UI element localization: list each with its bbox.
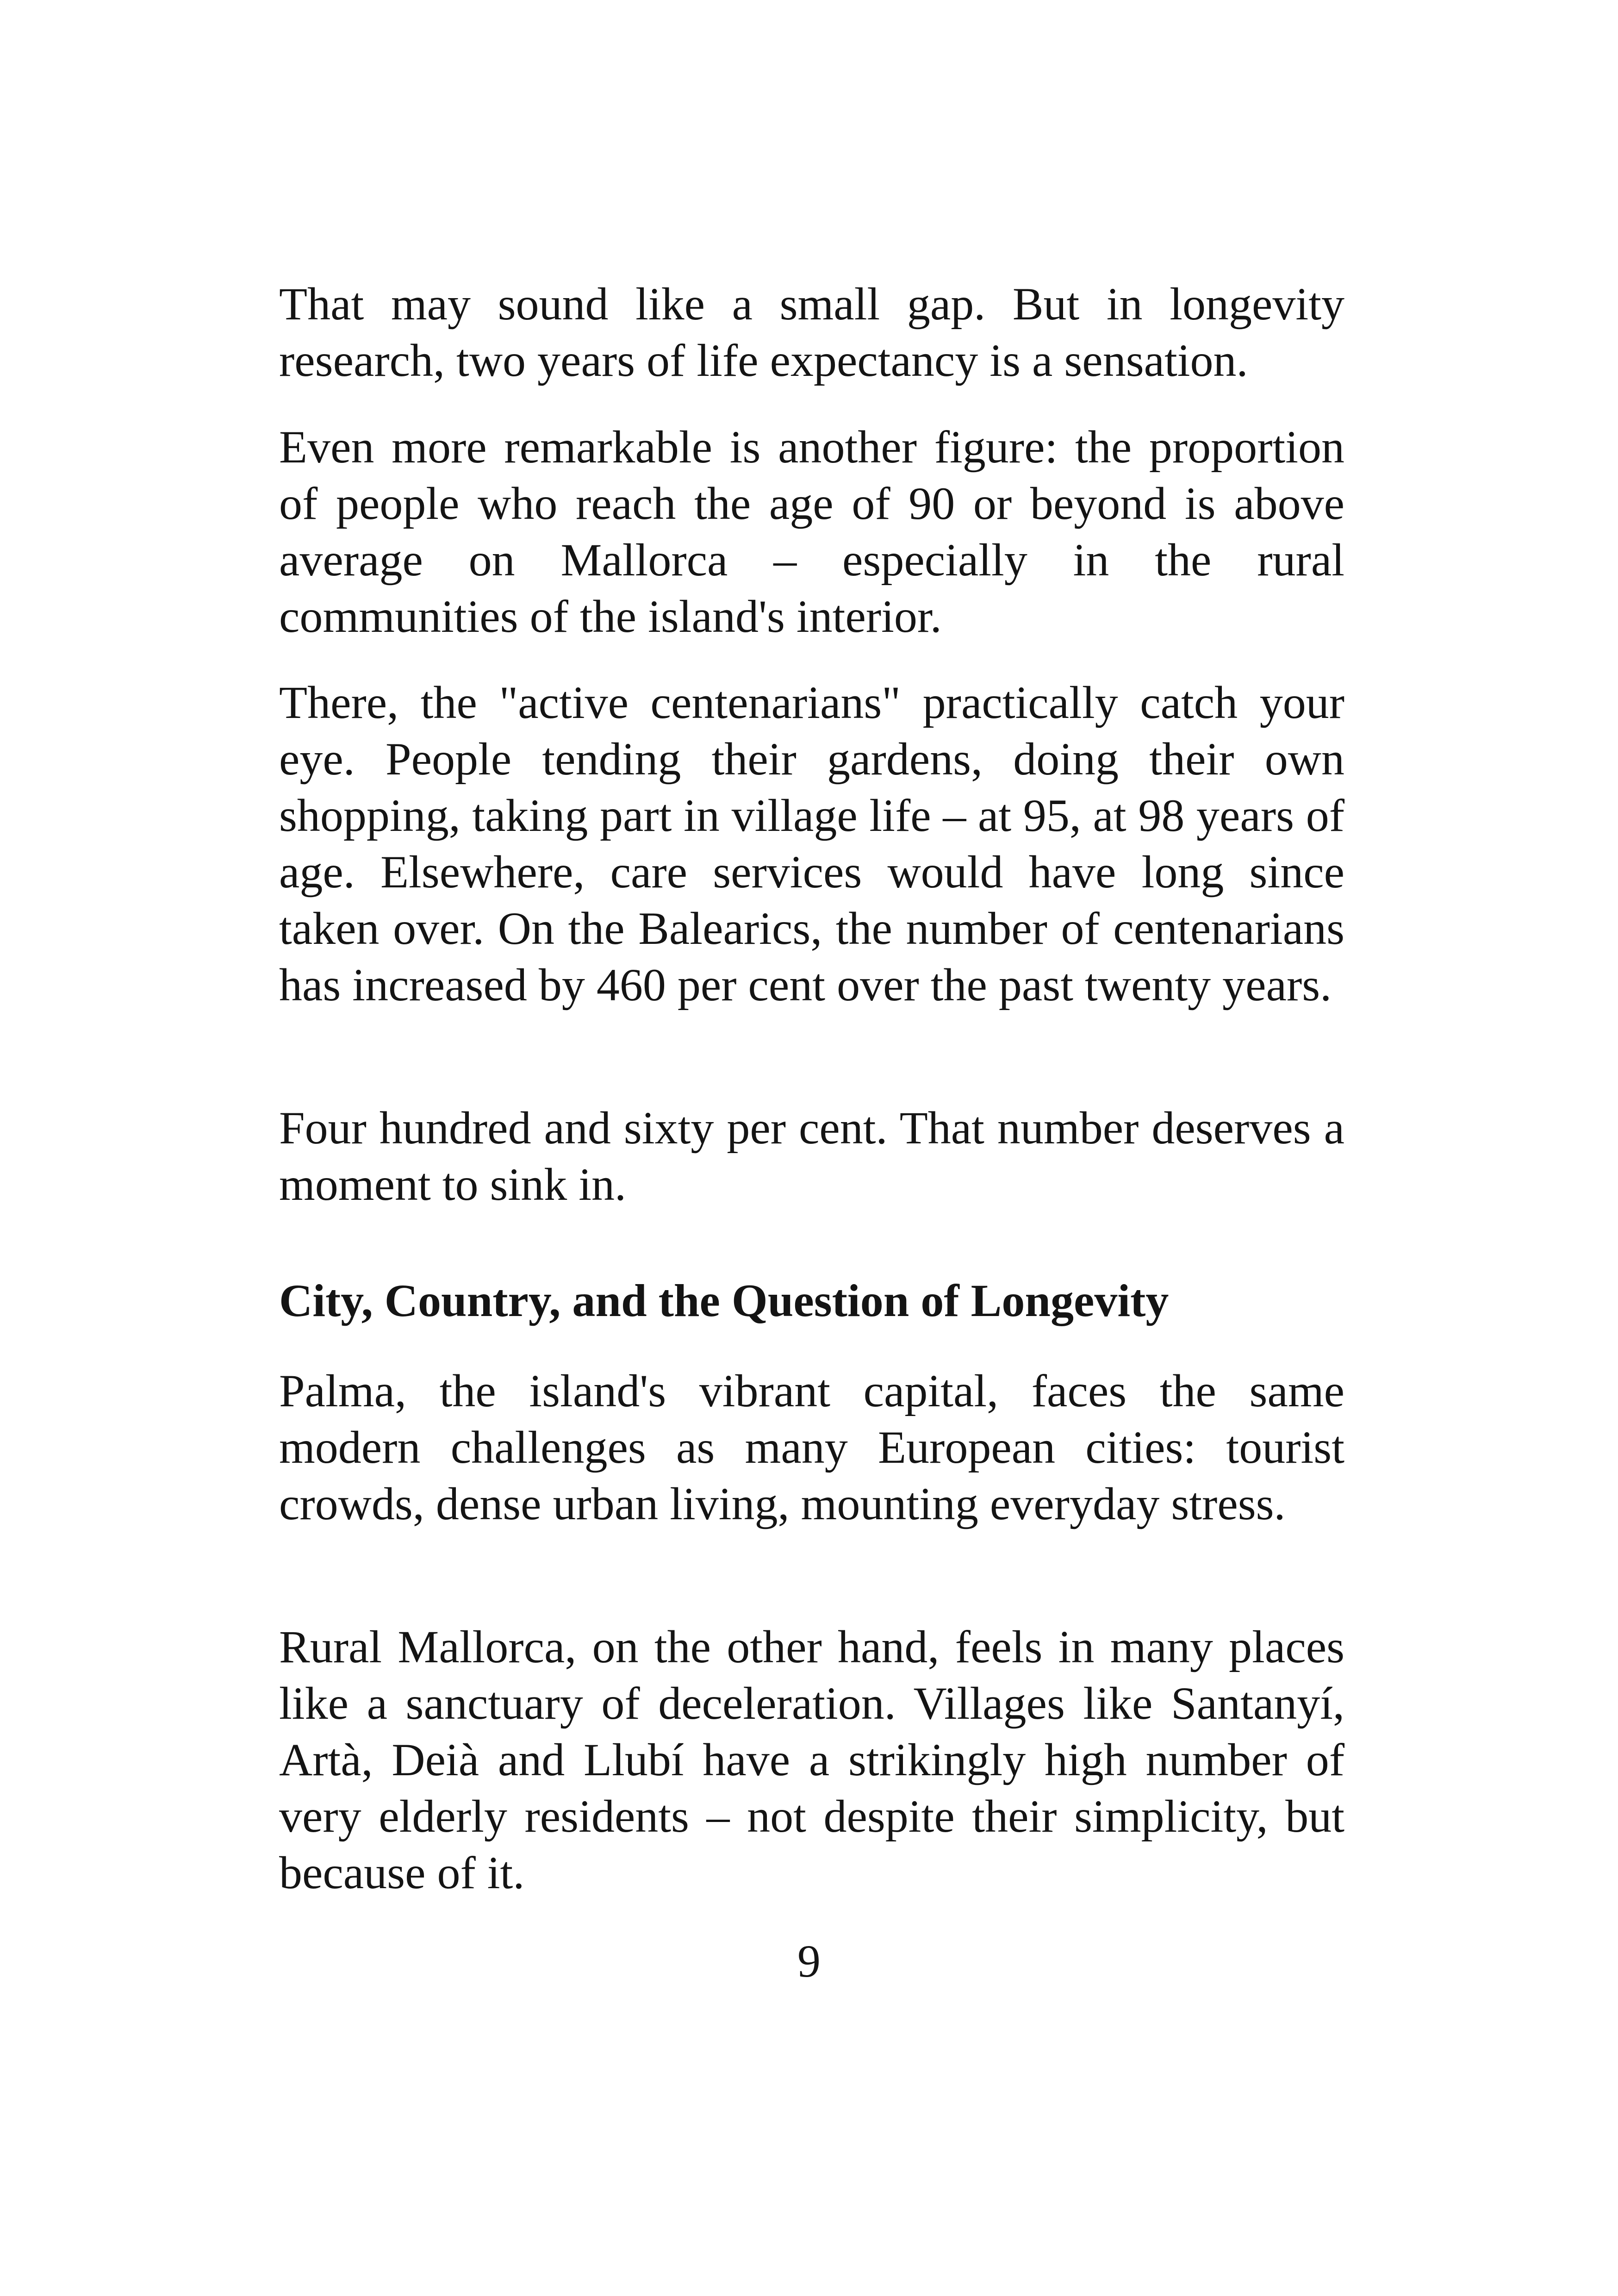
- paragraph-text: Four hundred and sixty per cent. That number deserves a moment to sink in.: [279, 1102, 1344, 1210]
- paragraph-text: Rural Mallorca, on the other hand, feels in many places like a sanctuary of deceleration. Villages like Santanyí, Artà, Deià and Llubí have a strikingly high number of very elderly residents – not despite their simplicity, but because of it.: [279, 1621, 1344, 1898]
- section-heading-block: [279, 1273, 1344, 1329]
- paragraph-text: There, the "active centenarians" practically catch your eye. People tending their gardens, doing their own shopping, taking part in village life – at 95, at 98 years of age. Elsewhere, care services would have long since taken over. On the Balearics, the number of centenarians has increased by 460 per cent over the past twenty years.: [279, 677, 1344, 1011]
- body-paragraph: [279, 1363, 1344, 1532]
- body-paragraph: [279, 674, 1344, 1013]
- paragraph-text: That may sound like a small gap. But in longevity research, two years of life expectancy is a sensation.: [279, 278, 1344, 386]
- body-paragraph: [279, 276, 1344, 389]
- page-number: 9: [797, 1935, 821, 1987]
- body-paragraph: [279, 419, 1344, 645]
- body-paragraph: [279, 1100, 1344, 1213]
- paragraph-text: Palma, the island's vibrant capital, faces the same modern challenges as many European cities: tourist crowds, dense urban living, mounting everyday stress.: [279, 1365, 1344, 1529]
- body-paragraph: [279, 1619, 1344, 1901]
- section-heading: City, Country, and the Question of Longevity: [279, 1275, 1169, 1326]
- paragraph-text: Even more remarkable is another figure: the proportion of people who reach the age of 90 or beyond is above average on Mallorca – especially in the rural communities of the island's interior.: [279, 421, 1344, 642]
